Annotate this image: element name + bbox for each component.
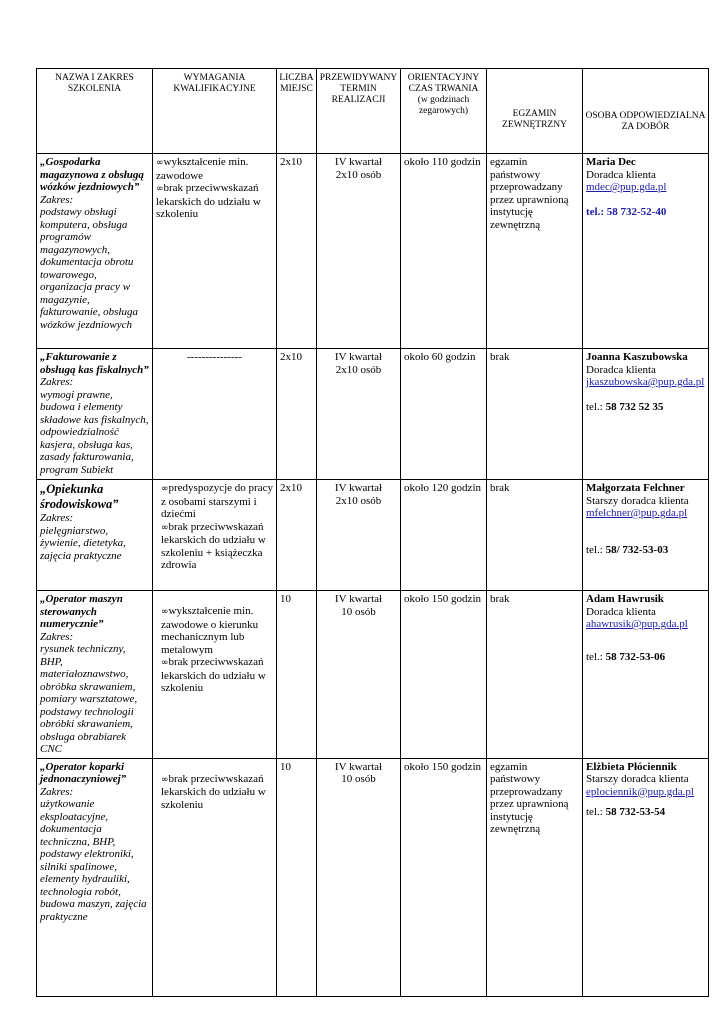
header-duration-label: ORIENTACYJNY CZAS TRWANIA bbox=[407, 73, 480, 94]
requirements-cell bbox=[153, 591, 277, 759]
contact-name: Adam Hawrusik bbox=[586, 593, 664, 605]
infinity-bullet-icon: ∞ bbox=[161, 522, 169, 533]
exam-cell: brak bbox=[487, 349, 583, 480]
requirement-item bbox=[161, 521, 273, 572]
zakres-label: Zakres: bbox=[40, 785, 74, 798]
infinity-bullet-icon: ∞ bbox=[161, 484, 169, 494]
phone-label: tel.: bbox=[586, 400, 603, 413]
term-quarter: IV kwartał bbox=[334, 351, 383, 363]
phone-label: tel.: bbox=[586, 543, 603, 556]
zakres-text: użytkowanie eksploatacyjne, dokumentacja techniczna, BHP, podstawy elektroniki, silniki spalinowe, elementy hydrauliki, technologia robót, budowa maszyn, zajęcia praktyczne bbox=[40, 798, 147, 923]
phone-number: 58 732-53-06 bbox=[605, 650, 666, 663]
contact-cell bbox=[583, 349, 709, 480]
phone-number: 58 732 52 35 bbox=[605, 400, 664, 413]
requirement-text: predyspozycje do pracy z osobami starszymi i dziećmi bbox=[161, 482, 273, 520]
duration-cell: około 120 godzin bbox=[401, 480, 487, 591]
contact-name: Elżbieta Płóciennik bbox=[586, 760, 677, 773]
requirements-cell bbox=[153, 758, 277, 996]
requirement-item bbox=[161, 656, 273, 695]
zakres-text: pielęgniarstwo, żywienie, dietetyka, zajęcia praktyczne bbox=[40, 524, 126, 562]
zakres-label: Zakres: bbox=[40, 376, 74, 388]
training-table bbox=[36, 68, 709, 997]
contact-phone bbox=[586, 651, 705, 664]
zakres-text: wymogi prawne, budowa i elementy składowe kas fiskalnych, odpowiedzialność kasjera, obsługa kas, zasady fakturowania, program Subiekt bbox=[40, 388, 149, 476]
contact-phone bbox=[586, 806, 705, 819]
seats-cell: 10 bbox=[277, 758, 317, 996]
seats-cell: 10 bbox=[277, 591, 317, 759]
table-header-row bbox=[37, 69, 709, 154]
phone-label: tel.: bbox=[586, 205, 605, 218]
contact-email-link[interactable]: eplociennik@pup.gda.pl bbox=[586, 785, 694, 798]
contact-phone bbox=[586, 206, 705, 219]
requirement-item bbox=[161, 605, 273, 656]
requirement-text: brak przeciwwskazań lekarskich do udziału w szkoleniu bbox=[161, 656, 266, 694]
course-cell bbox=[37, 154, 153, 349]
requirement-item bbox=[156, 156, 273, 182]
requirements-cell bbox=[153, 154, 277, 349]
seats-cell: 2x10 bbox=[277, 154, 317, 349]
header-contact: OSOBA ODPOWIEDZIALNA ZA DOBÓR bbox=[583, 69, 709, 154]
phone-number: 58/ 732-53-03 bbox=[605, 543, 669, 556]
term-quarter: IV kwartał bbox=[334, 156, 383, 168]
zakres-label: Zakres: bbox=[40, 630, 74, 643]
contact-email-link[interactable]: jkaszubowska@pup.gda.pl bbox=[586, 376, 705, 388]
exam-cell: egzamin państwowy przeprowadzany przez uprawnioną instytucję zewnętrzną bbox=[487, 154, 583, 349]
table-row bbox=[37, 480, 709, 591]
requirement-item bbox=[161, 482, 273, 521]
contact-role: Doradca klienta bbox=[586, 605, 656, 618]
infinity-bullet-icon: ∞ bbox=[161, 658, 169, 668]
phone-label: tel.: bbox=[586, 806, 603, 818]
header-term: PRZEWIDYWANY TERMIN REALIZACJI bbox=[317, 69, 401, 154]
contact-role: Doradca klienta bbox=[586, 168, 656, 181]
term-cell bbox=[317, 758, 401, 996]
contact-name: Joanna Kaszubowska bbox=[586, 351, 688, 363]
term-people: 2x10 osób bbox=[335, 494, 382, 507]
zakres-text: podstawy obsługi komputera, obsługa programów magazynowych, dokumentacja obrotu towarowego, organizacja pracy w magazynie, fakturowanie, obsługa wózków jezdniowych bbox=[40, 206, 138, 331]
contact-name: Maria Dec bbox=[586, 156, 636, 168]
requirement-item bbox=[156, 182, 273, 221]
zakres-text: rysunek techniczny, BHP, materiałoznawstwo, obróbka skrawaniem, pomiary warsztatowe, podstawy technologii obróbki skrawaniem, obsługa obrabiarek CNC bbox=[40, 643, 138, 755]
duration-cell: około 60 godzin bbox=[401, 349, 487, 480]
duration-cell: około 150 godzin bbox=[401, 758, 487, 996]
header-exam: EGZAMIN ZEWNĘTRZNY bbox=[487, 69, 583, 154]
requirements-cell bbox=[153, 480, 277, 591]
seats-cell: 2x10 bbox=[277, 349, 317, 480]
contact-cell bbox=[583, 591, 709, 759]
phone-label: tel.: bbox=[586, 650, 603, 663]
duration-cell: około 150 godzin bbox=[401, 591, 487, 759]
header-requirements: WYMAGANIA KWALIFIKACYJNE bbox=[153, 69, 277, 154]
term-people: 10 osób bbox=[341, 605, 376, 618]
requirements-cell: --------------- bbox=[153, 349, 277, 480]
header-name: NAZWA I ZAKRES SZKOLENIA bbox=[37, 69, 153, 154]
course-cell bbox=[37, 591, 153, 759]
term-people: 10 osób bbox=[341, 773, 376, 785]
header-seats: LICZBA MIEJSC bbox=[277, 69, 317, 154]
term-people: 2x10 osób bbox=[335, 168, 382, 181]
infinity-bullet-icon: ∞ bbox=[161, 774, 169, 785]
contact-role: Starszy doradca klienta bbox=[586, 773, 689, 785]
requirement-item bbox=[161, 773, 273, 812]
exam-cell: egzamin państwowy przeprowadzany przez uprawnioną instytucję zewnętrzną bbox=[487, 758, 583, 996]
term-cell bbox=[317, 591, 401, 759]
phone-number: 58 732-53-54 bbox=[605, 806, 666, 818]
course-cell bbox=[37, 480, 153, 591]
course-title: „Fakturowanie z obsługą kas fiskalnych” bbox=[40, 351, 149, 376]
contact-email-link[interactable]: mdec@pup.gda.pl bbox=[586, 181, 667, 193]
requirement-text: brak przeciwwskazań lekarskich do udziału w szkoleniu bbox=[156, 182, 261, 220]
contact-cell bbox=[583, 154, 709, 349]
term-quarter: IV kwartał bbox=[334, 760, 383, 773]
table-row bbox=[37, 154, 709, 349]
term-quarter: IV kwartał bbox=[334, 482, 383, 494]
term-cell bbox=[317, 154, 401, 349]
contact-email-link[interactable]: mfelchner@pup.gda.pl bbox=[586, 507, 688, 519]
header-duration-note: (w godzinach zegarowych) bbox=[417, 95, 470, 116]
contact-phone bbox=[586, 401, 705, 414]
course-title: „Operator koparki jednonaczyniowej” bbox=[40, 760, 127, 785]
course-title: „Operator maszyn sterowanych numerycznie” bbox=[40, 593, 123, 630]
table-row bbox=[37, 591, 709, 759]
course-title: „Gospodarka magazynowa z obsługą wózków jezdniowych” bbox=[40, 156, 144, 193]
infinity-bullet-icon: ∞ bbox=[161, 607, 169, 617]
exam-cell: brak bbox=[487, 480, 583, 591]
zakres-label: Zakres: bbox=[40, 193, 74, 206]
contact-role: Starszy doradca klienta bbox=[586, 494, 689, 507]
contact-name: Małgorzata Felchner bbox=[586, 482, 685, 494]
seats-cell: 2x10 bbox=[277, 480, 317, 591]
requirement-text: brak przeciwwskazań lekarskich do udziału w szkoleniu + książeczka zdrowia bbox=[161, 520, 266, 571]
contact-role: Doradca klienta bbox=[586, 363, 656, 376]
table-row bbox=[37, 349, 709, 480]
contact-cell bbox=[583, 758, 709, 996]
course-title: „Opiekunka środowiskowa” bbox=[40, 482, 119, 511]
infinity-bullet-icon: ∞ bbox=[156, 184, 164, 194]
requirement-text: wykształcenie min. zawodowe bbox=[156, 156, 249, 182]
contact-cell bbox=[583, 480, 709, 591]
header-duration bbox=[401, 69, 487, 154]
exam-cell: brak bbox=[487, 591, 583, 759]
contact-phone bbox=[586, 544, 705, 557]
table-row bbox=[37, 758, 709, 996]
course-cell bbox=[37, 349, 153, 480]
term-quarter: IV kwartał bbox=[334, 593, 383, 605]
infinity-bullet-icon: ∞ bbox=[156, 158, 164, 168]
term-cell bbox=[317, 349, 401, 480]
requirement-text: wykształcenie min. zawodowe o kierunku mechanicznym lub metalowym bbox=[161, 605, 259, 656]
term-cell bbox=[317, 480, 401, 591]
contact-email-link[interactable]: ahawrusik@pup.gda.pl bbox=[586, 618, 688, 630]
zakres-label: Zakres: bbox=[40, 512, 74, 524]
course-cell bbox=[37, 758, 153, 996]
term-people: 2x10 osób bbox=[335, 363, 382, 376]
requirement-text: brak przeciwwskazań lekarskich do udziału w szkoleniu bbox=[161, 772, 266, 811]
phone-number: 58 732-52-40 bbox=[606, 205, 667, 218]
duration-cell: około 110 godzin bbox=[401, 154, 487, 349]
